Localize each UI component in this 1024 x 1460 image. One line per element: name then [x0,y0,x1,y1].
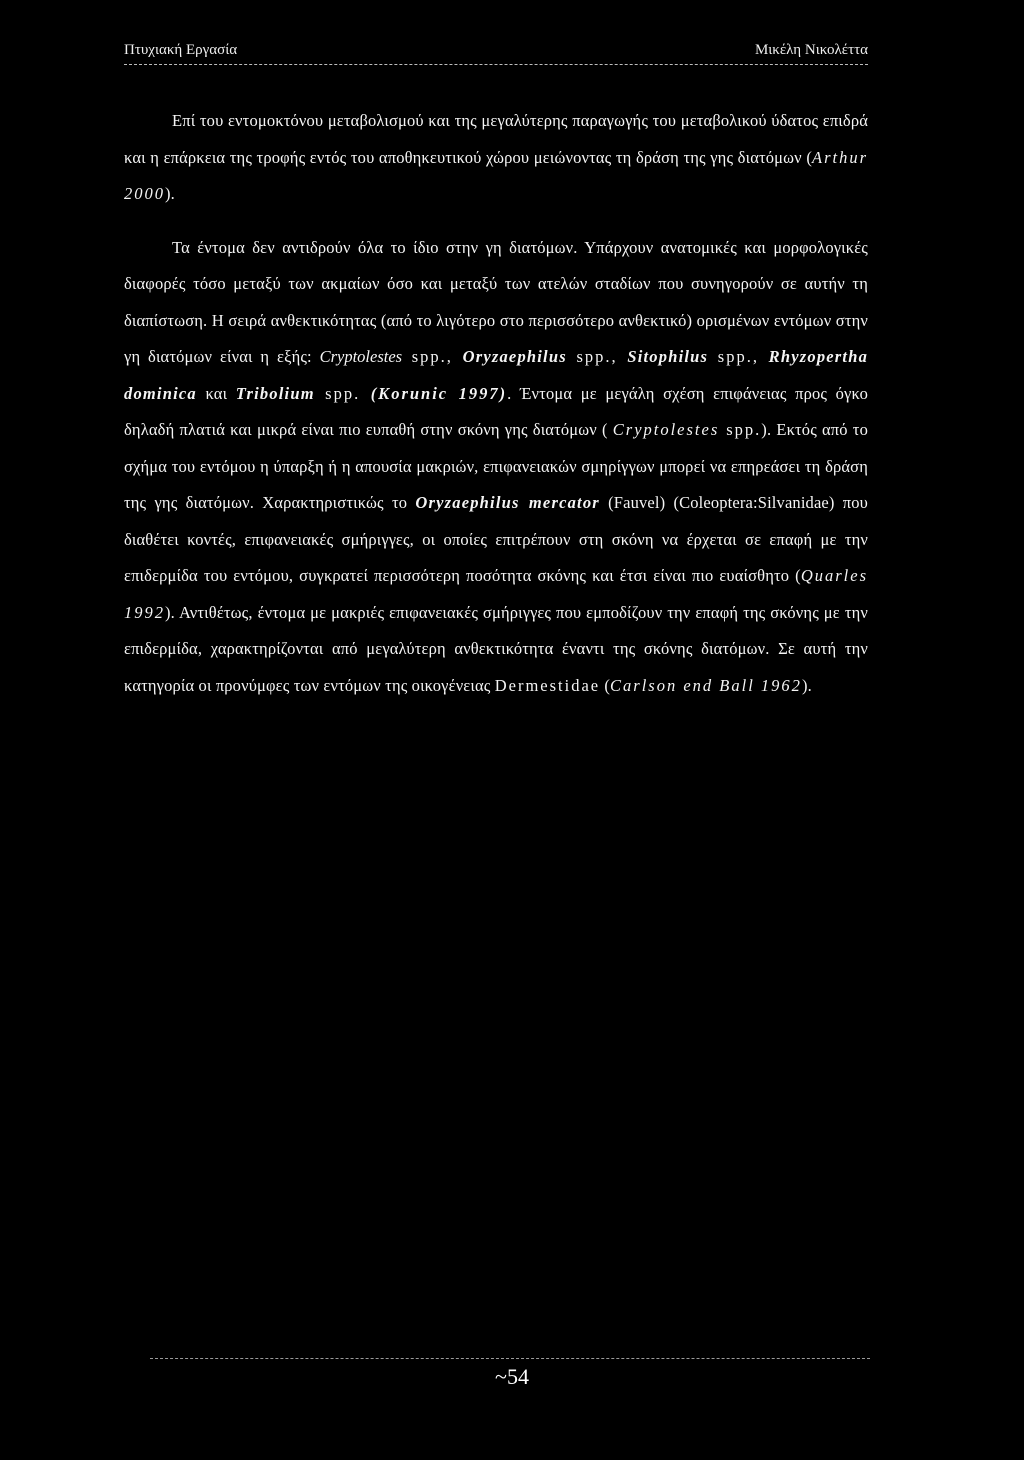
species-oryzaephilus: Oryzaephilus [462,347,567,366]
spp-label: spp. [719,420,762,439]
footer-divider [150,1358,870,1359]
paragraph-2 [124,230,868,705]
p1-citation: Arthur 2000 [124,147,868,203]
p2-sentence-5: ). Αντιθέτως, έντομα με μακριές επιφανειακές σμήριγγες που εμποδίζουν την επαφή της σκόνης με την επιδερμίδα, χαρακτηρίζονται από μεγαλύτερη ανθεκτικότητα έναντι της σκόνης διατόμων. Σε αυτή την κατηγορία οι προνύμφες των εντόμων της οικογένειας [124,602,868,695]
species-cryptolestes: Cryptolestes [319,347,403,366]
species-rhyzopertha: Rhyzopertha dominica [124,347,869,403]
paragraph-1 [124,103,868,213]
spp-label: spp., [708,347,769,366]
p2-sentence-4: (Fauvel) (Coleoptera:Silvanidae) που διαθέτει κοντές, επιφανειακές σμήριγγες, οι οποίες επιτρέπουν στη σκόνη να έρχεται σε επαφή με την επιδερμίδα του εντόμου, συγκρατεί περισσότερη ποσότητα σκόνης και έτσι είναι πιο ευαίσθητο ( [124,493,868,585]
spp-label: spp., [402,347,463,366]
p2-sentence-1: Τα έντομα δεν αντιδρούν όλα το ίδιο στην γη διατόμων. Υπάρχουν ανατομικές και μορφολογικές διαφορές τόσο μεταξύ των ακμαίων όσο και μεταξύ των ατελών σταδίων που συνηγορούν σε αυτήν τη διαπίστωση. Η σειρά ανθεκτικότητας (από το λιγότερο στο περισσότερο ανθεκτικό) ορισμένων εντόμων στην γη διατόμων είναι η εξής: [124,237,868,366]
p1-text: Επί του εντομοκτόνου μεταβολισμού και της μεγαλύτερης παραγωγής του μεταβολικού ύδατος επιδρά και η επάρκεια της τροφής εντός του αποθηκευτικού χώρου μειώνοντας τη δράση της γης διατόμων ( [124,111,868,167]
p2-sentence-2: . Έντομα με μεγάλη σχέση επιφάνειας προς όγκο δηλαδή πλατιά και μικρά είναι πιο ευπαθή στην σκόνη γης διατόμων ( [124,383,869,439]
header-author-name: Μικέλη Νικολέττα [754,42,868,58]
species-cryptolestes-2: Cryptolestes [612,420,720,439]
p2-sentence-3: ). Εκτός από το σχήμα του εντόμου η ύπαρξη ή η απουσία μακριών, επιφανειακών σμηρίγγων μπορεί να επηρεάσει τη δράση της γης διατόμων. Χαρακτηριστικώς το [124,420,868,512]
body-text [124,103,868,704]
species-sitophilus: Sitophilus [627,347,709,366]
species-oryzaephilus-mercator: Oryzaephilus mercator [415,493,600,512]
p2-paren-open: ( [600,675,611,695]
citation-carlson: Carlson end Ball 1962 [610,675,802,695]
spp-label: spp. [314,383,371,403]
header-thesis-label: Πτυχιακή Εργασία [124,42,238,58]
page-header [124,40,868,65]
paragraph-gap [124,213,868,230]
p1-end: ). [165,184,175,203]
citation-quarles: Quarles 1992 [124,566,868,622]
spp-label: spp., [566,347,628,366]
family-dermestidae: Dermestidae [494,675,601,695]
conjunction: και [196,383,236,403]
citation-korunic: (Korunic 1997) [370,383,508,403]
page-number: ~54 [495,1364,529,1389]
species-tribolium: Tribolium [235,383,315,403]
p2-end: ). [801,675,812,695]
